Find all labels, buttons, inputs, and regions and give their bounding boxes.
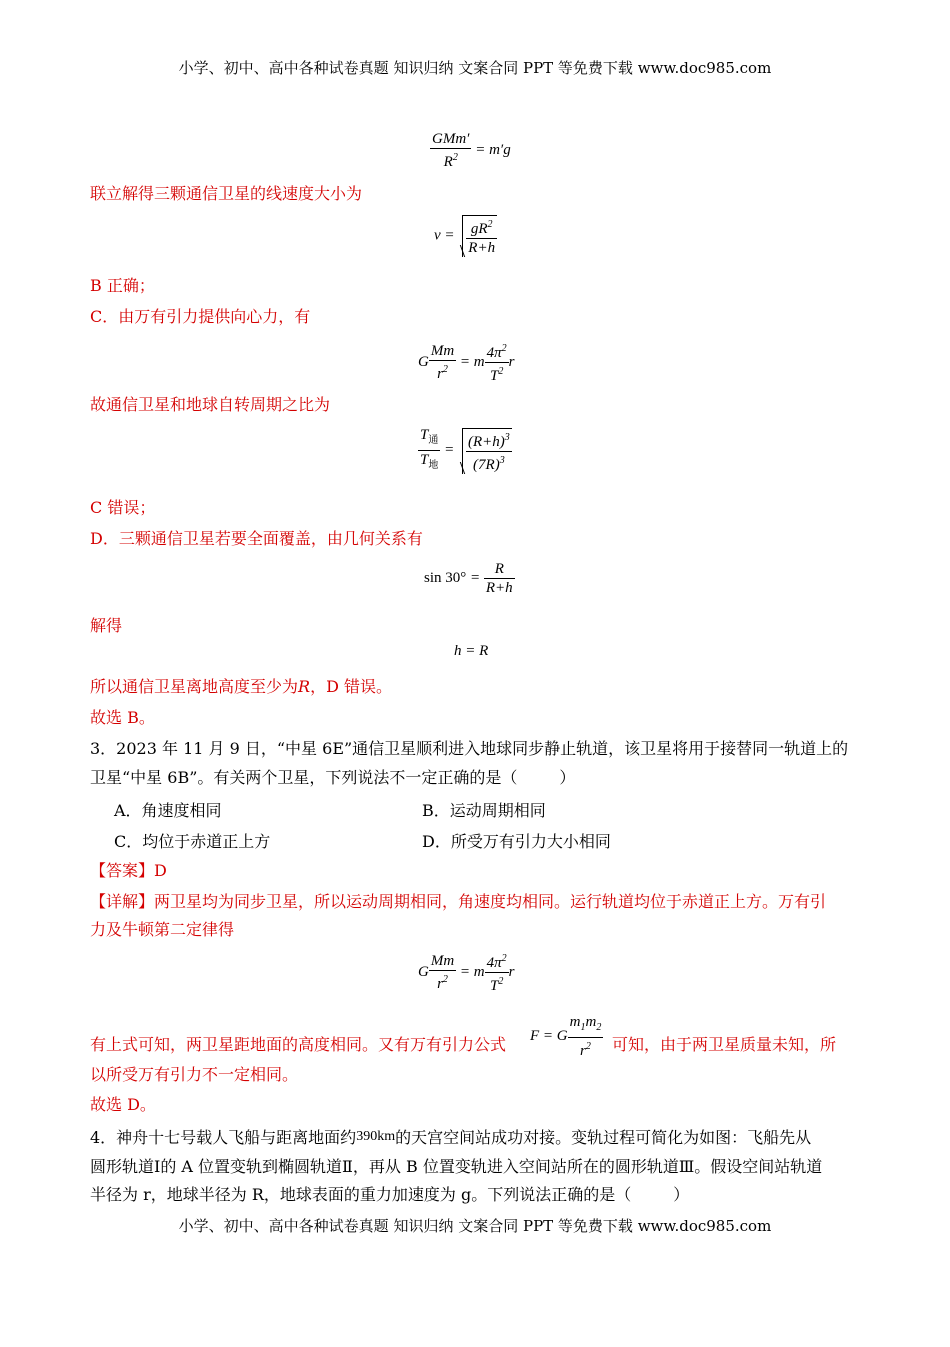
formula-centripetal: G $\frac{Mm}{r^2}$ = m $\frac{4\pi^2}{T^2}$ r bbox=[418, 340, 515, 385]
text-segment: 卫星“中星 6B”。有关两个卫星，下列说法不一定正确的是（ bbox=[90, 768, 518, 787]
text-segment: ，D 错误。 bbox=[310, 677, 392, 696]
text-line: D．三颗通信卫星若要全面覆盖，由几何关系有 bbox=[90, 529, 423, 548]
text-line: 故选 B。 bbox=[90, 708, 155, 727]
text-segment: 4．神舟十七号载人飞船与距离地面约 bbox=[90, 1128, 357, 1147]
detail-line: 以所受万有引力不一定相同。 bbox=[90, 1065, 299, 1084]
answer: 【答案】D bbox=[90, 861, 167, 880]
formula-universal-gravitation: F = G $\frac{m_1m_2}{r^2}$ bbox=[530, 1014, 602, 1059]
text-line: 故通信卫星和地球自转周期之比为 bbox=[90, 395, 331, 414]
text-line: C 错误； bbox=[90, 498, 156, 517]
text-segment: ） bbox=[559, 768, 576, 787]
option-c: C．均位于赤道正上方 bbox=[114, 832, 271, 851]
text-segment: ） bbox=[673, 1185, 690, 1204]
text-line: 解得 bbox=[90, 616, 123, 635]
detail-line: 【详解】两卫星均为同步卫星，所以运动周期相同，角速度均相同。运行轨道均位于赤道正上方。万有引 bbox=[90, 892, 827, 911]
formula-period-ratio: $\frac{T_通}{T_地}$ = $\frac{(R+h)^3}{(7R)^3}$ bbox=[420, 427, 510, 473]
symbol-r: R bbox=[298, 677, 311, 696]
detail-line: 故选 D。 bbox=[90, 1095, 156, 1114]
detail-line: 力及牛顿第二定律得 bbox=[90, 920, 235, 939]
text-segment: 的天宫空间站成功对接。变轨过程可简化为如图：飞船先从 bbox=[395, 1128, 812, 1147]
option-b: B．运动周期相同 bbox=[422, 801, 546, 820]
page-header: 小学、初中、高中各种试卷真题 知识归纳 文案合同 PPT 等免费下载 www.doc985.com bbox=[178, 59, 772, 77]
detail-line: 有上式可知，两卫星距地面的高度相同。又有万有引力公式 bbox=[90, 1035, 507, 1054]
text-segment: 所以通信卫星离地高度至少为 bbox=[90, 677, 299, 696]
formula-centripetal-2: G $\frac{Mm}{r^2}$ = m $\frac{4\pi^2}{T^2}$ r bbox=[418, 950, 515, 995]
option-d: D．所受万有引力大小相同 bbox=[422, 832, 611, 851]
formula-geometry: sin 30° = $\frac{R}{R+h}$ bbox=[424, 561, 513, 596]
formula-height: h = R bbox=[454, 643, 489, 659]
formula-velocity: v = $\frac{gR^2}{R+h}$ bbox=[434, 215, 497, 257]
option-a: A．角速度相同 bbox=[114, 801, 222, 820]
text-line: B 正确； bbox=[90, 276, 155, 295]
question-4-stem-cont bbox=[90, 1184, 689, 1206]
detail-line: 可知，由于两卫星质量未知，所 bbox=[612, 1035, 837, 1054]
question-4-stem bbox=[90, 1126, 811, 1149]
text-segment: 半径为 r，地球半径为 R，地球表面的重力加速度为 g。下列说法正确的是（ bbox=[90, 1185, 632, 1204]
formula-gravity-surface: $\frac{\text{GMm′}}{R^2}$ = m′g bbox=[432, 131, 511, 170]
question-3-stem-cont bbox=[90, 767, 575, 789]
text-line bbox=[90, 676, 392, 698]
text-line: 联立解得三颗通信卫星的线速度大小为 bbox=[90, 184, 363, 203]
distance-value: 390km bbox=[356, 1129, 396, 1144]
text-line: C．由万有引力提供向心力，有 bbox=[90, 307, 311, 326]
page-footer: 小学、初中、高中各种试卷真题 知识归纳 文案合同 PPT 等免费下载 www.doc985.com bbox=[178, 1217, 772, 1235]
question-3-stem: 3．2023 年 11 月 9 日，“中星 6E”通信卫星顺利进入地球同步静止轨道，该卫星将用于接替同一轨道上的 bbox=[90, 739, 849, 758]
question-4-stem-cont: 圆形轨道Ⅰ的 A 位置变轨到椭圆轨道Ⅱ，再从 B 位置变轨进入空间站所在的圆形轨道Ⅲ。假设空间站轨道 bbox=[90, 1157, 823, 1176]
